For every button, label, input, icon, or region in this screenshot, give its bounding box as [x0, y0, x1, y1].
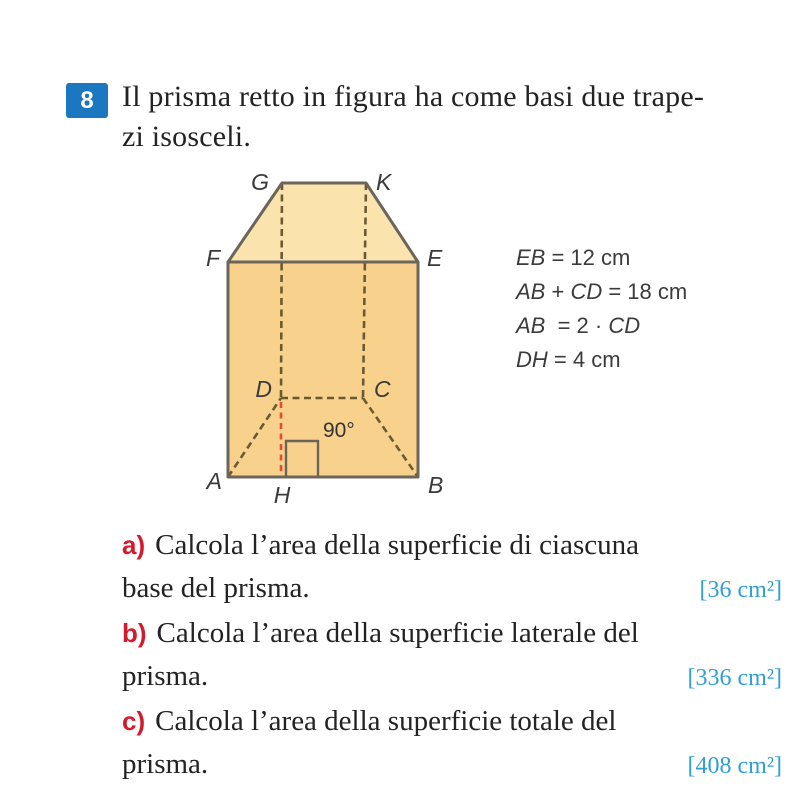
question-b-line1 [122, 612, 782, 655]
math-text: = 18 cm [602, 279, 688, 304]
question-c-text-continued: prisma. [122, 748, 209, 780]
question-a-text: Calcola l’area della superficie di ciascuna [155, 529, 640, 561]
prism-figure [170, 158, 462, 518]
question-a [122, 524, 782, 612]
problem-number-badge [66, 83, 108, 118]
angle-label: 90° [323, 419, 355, 442]
question-b-text: Calcola l’area della superficie laterale del [156, 617, 639, 649]
vertex-label-e: E [427, 245, 443, 271]
vertex-label-a: A [206, 468, 222, 494]
question-b-text-continued: prisma. [122, 660, 209, 692]
problem-number: 8 [80, 86, 94, 114]
math-variable: DH [516, 347, 548, 372]
given-data-line [516, 343, 687, 377]
vertex-label-k: K [376, 169, 392, 195]
given-data [516, 241, 687, 377]
math-text: = 4 cm [547, 347, 621, 372]
question-a-line1 [122, 524, 782, 567]
given-data-line [516, 275, 687, 309]
question-a-label: a) [122, 530, 146, 560]
vertex-label-c: C [374, 376, 391, 402]
math-text: = 2 · [545, 313, 609, 338]
math-variable: AB [516, 313, 546, 338]
vertex-label-f: F [205, 245, 220, 271]
question-c [122, 700, 782, 788]
question-a-answer: [36 cm²] [699, 577, 782, 603]
question-b-answer: [336 cm²] [687, 665, 782, 691]
question-b-line2 [122, 655, 782, 700]
problem-statement-line2: zi isosceli. [122, 120, 252, 153]
question-c-text: Calcola l’area della superficie totale del [155, 705, 617, 737]
vertex-label-d: D [255, 376, 272, 402]
math-variable: EB [516, 245, 546, 270]
math-variable: CD [608, 313, 641, 338]
question-c-label: c) [122, 706, 146, 736]
problem-statement-line1: Il prisma retto in figura ha come basi due trape- [122, 80, 705, 113]
question-c-line1 [122, 700, 782, 743]
given-data-line [516, 241, 687, 275]
prism-front-face [228, 262, 418, 477]
given-data-line [516, 309, 687, 343]
question-b [122, 612, 782, 700]
question-a-text-continued: base del prisma. [122, 572, 310, 604]
math-text: = 12 cm [545, 245, 631, 270]
question-c-line2 [122, 743, 782, 788]
math-variable: AB [516, 279, 546, 304]
vertex-label-g: G [251, 169, 269, 195]
vertex-label-h: H [273, 482, 291, 508]
questions-list [122, 524, 782, 788]
question-c-answer: [408 cm²] [687, 753, 782, 779]
math-variable: CD [570, 279, 603, 304]
question-a-line2 [122, 567, 782, 612]
question-b-label: b) [122, 618, 147, 648]
math-text: + [545, 279, 571, 304]
problem-statement [122, 77, 792, 157]
vertex-label-b: B [428, 472, 444, 498]
